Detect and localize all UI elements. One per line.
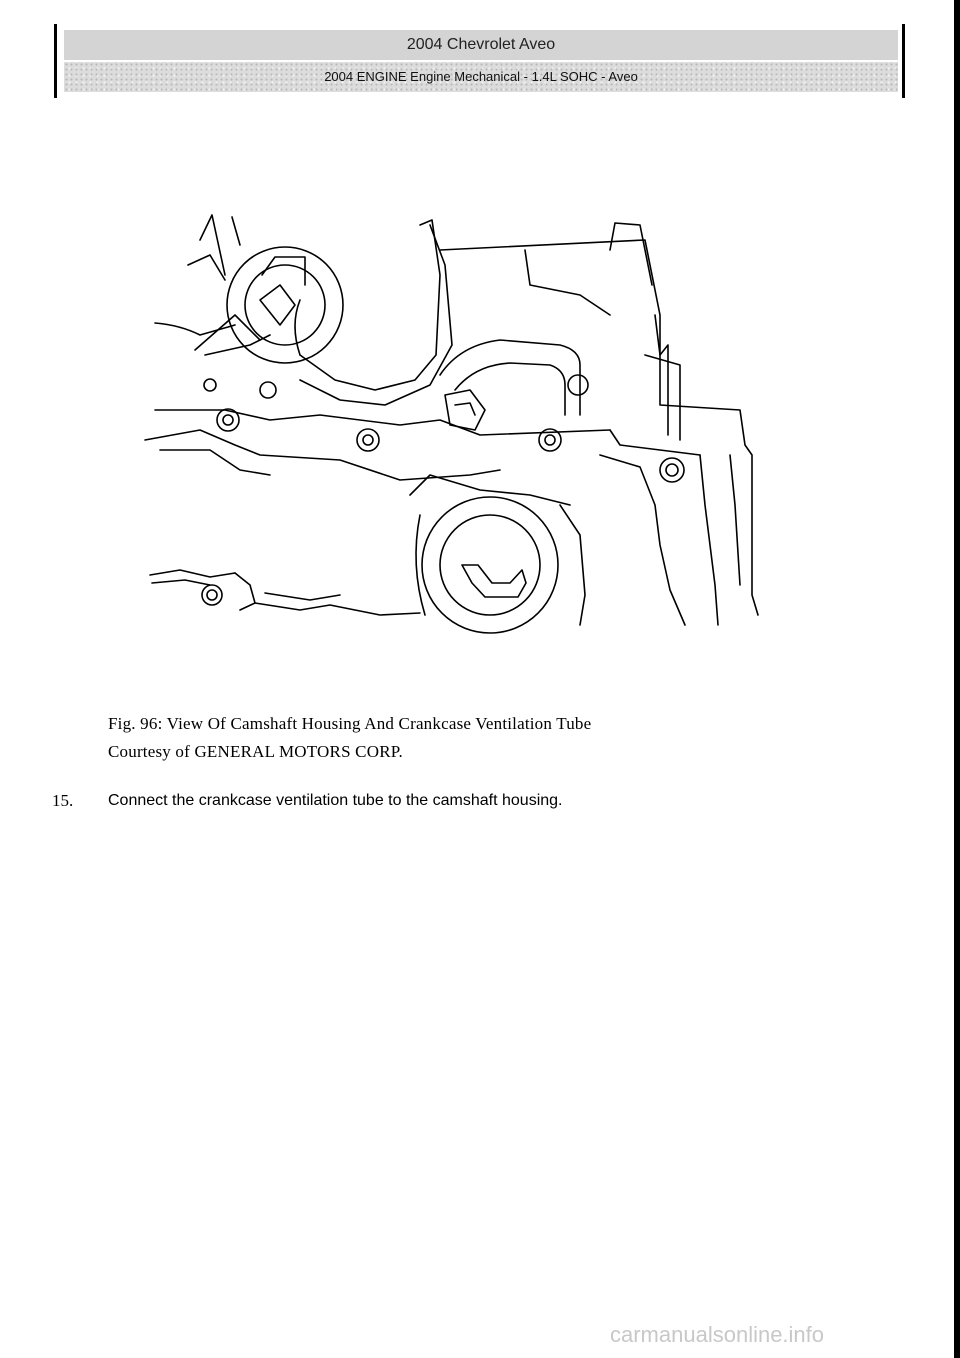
page-right-edge (954, 0, 960, 1358)
page-subtitle: 2004 ENGINE Engine Mechanical - 1.4L SOHC - Aveo (64, 62, 898, 92)
engine-illustration (140, 205, 780, 645)
step-number: 15. (52, 791, 74, 810)
figure-caption-title: Fig. 96: View Of Camshaft Housing And Crankcase Ventilation Tube (108, 714, 592, 733)
page-title: 2004 Chevrolet Aveo (64, 30, 898, 60)
watermark: carmanualsonline.info (610, 1322, 825, 1347)
step-text: Connect the crankcase ventilation tube to the camshaft housing. (108, 792, 563, 809)
figure-caption-credit: Courtesy of GENERAL MOTORS CORP. (108, 742, 403, 761)
figure-caption (108, 710, 591, 766)
header-right-rule (902, 24, 905, 98)
header-left-rule (54, 24, 57, 98)
